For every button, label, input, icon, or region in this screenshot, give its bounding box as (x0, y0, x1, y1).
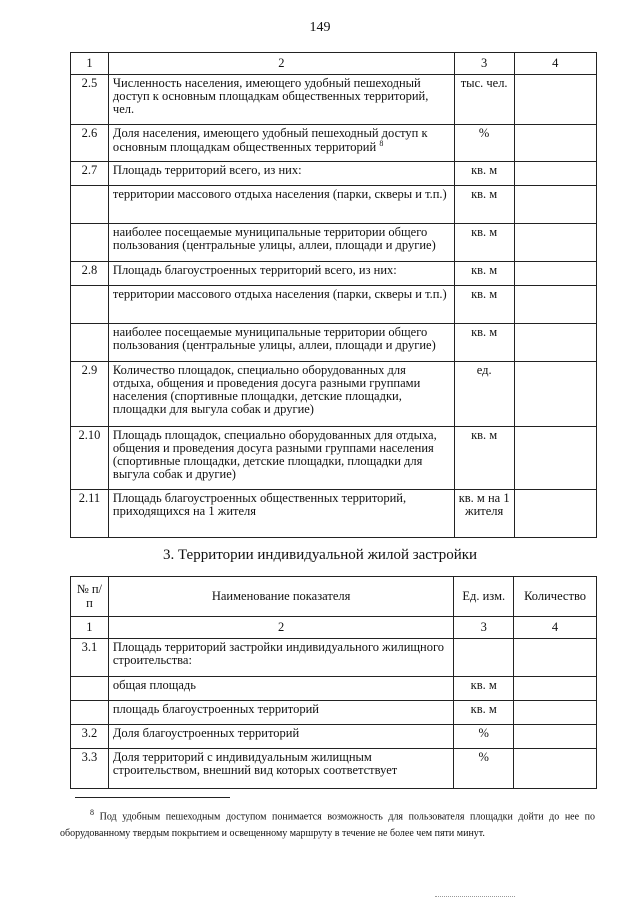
value-cell (514, 725, 597, 749)
value-cell (514, 286, 596, 324)
indicator-name (108, 725, 454, 749)
value-cell (514, 224, 596, 262)
indicator-text: Площадь территорий застройки индивидуального жилищного строительства: (112, 640, 445, 668)
indicator-text: Доля территорий с индивидуальным жилищным строительством, внешний вид которых соответствует (112, 750, 398, 778)
table-row (71, 639, 597, 677)
indicator-name (108, 262, 454, 286)
row-number (71, 701, 109, 725)
value-cell (514, 677, 597, 701)
unit-of-measure: кв. м (454, 427, 514, 490)
value-cell (514, 125, 596, 162)
footnote-ref: 8 (379, 139, 384, 149)
table-row (71, 75, 597, 125)
header-name: Наименование показателя (108, 577, 454, 617)
indicator-name (108, 677, 454, 701)
header-quantity: Количество (514, 577, 597, 617)
indicator-text: общая площадь (112, 678, 196, 692)
unit-of-measure: кв. м (454, 162, 514, 186)
indicator-text: Площадь площадок, специально оборудованных для отдыха, общения и проведения досуга разными группами населения (спортивные площадки, детские площадки, площадки для выгула собак и другие) (112, 428, 437, 482)
indicator-name (108, 639, 454, 677)
unit-of-measure: ед. (454, 362, 514, 427)
unit-of-measure: кв. м (454, 224, 514, 262)
row-number (71, 186, 109, 224)
value-cell (514, 75, 596, 125)
table-row (71, 186, 597, 224)
row-number: 2.8 (71, 262, 109, 286)
row-number (71, 224, 109, 262)
indicator-name (108, 701, 454, 725)
unit-of-measure: кв. м (454, 186, 514, 224)
row-number: 2.6 (71, 125, 109, 162)
table-row (71, 490, 597, 538)
row-number: 2.10 (71, 427, 109, 490)
section-3-title: 3. Территории индивидуальной жилой застройки (162, 547, 478, 563)
table-row (71, 725, 597, 749)
table-row (71, 224, 597, 262)
table-row (71, 362, 597, 427)
row-number: 2.5 (71, 75, 109, 125)
value-cell (514, 490, 596, 538)
table-row (71, 162, 597, 186)
row-number: 3.1 (71, 639, 109, 677)
row-number (71, 677, 109, 701)
indicator-name (108, 427, 454, 490)
indicator-name (108, 75, 454, 125)
unit-of-measure: кв. м (454, 262, 514, 286)
indicator-text: Количество площадок, специально оборудованных для отдыха, общения и проведения досуга разными группами населения (спортивные площадки, детские площадки, площадки для выгула собак и другие) (112, 363, 421, 417)
unit-of-measure (454, 639, 514, 677)
table-row (71, 125, 597, 162)
row-number (71, 286, 109, 324)
row-number: 2.7 (71, 162, 109, 186)
unit-of-measure: тыс. чел. (454, 75, 514, 125)
indicator-text: наиболее посещаемые муниципальные территории общего пользования (центральные улицы, аллеи, площади и другие) (112, 225, 436, 253)
unit-of-measure: % (454, 749, 514, 789)
indicator-text: Численность населения, имеющего удобный пешеходный доступ к основным площадкам общественных территорий, чел. (112, 76, 429, 117)
column-number: 3 (454, 617, 514, 639)
row-number: 2.11 (71, 490, 109, 538)
indicator-name (108, 362, 454, 427)
value-cell (514, 186, 596, 224)
footnote (60, 806, 595, 842)
column-numbers-row (71, 53, 597, 75)
indicator-text: Площадь благоустроенных общественных территорий, приходящихся на 1 жителя (112, 491, 407, 519)
column-number: 1 (71, 617, 109, 639)
indicators-table-3 (70, 576, 597, 789)
unit-of-measure: % (454, 725, 514, 749)
indicators-table-2 (70, 52, 597, 538)
footnote-text: Под удобным пешеходным доступом понимается возможность для пользователя площадки дойти до нее по оборудованному твердым покрытием и освещенному маршруту в течение не более чем пяти минут. (60, 811, 596, 840)
indicator-name (108, 186, 454, 224)
indicator-text: Площадь территорий всего, из них: (112, 163, 302, 177)
value-cell (514, 639, 597, 677)
column-number: 4 (514, 617, 597, 639)
indicator-name (108, 125, 454, 162)
indicator-text: наиболее посещаемые муниципальные территории общего пользования (центральные улицы, аллеи, площади и другие) (112, 325, 436, 353)
footnote-rule (75, 797, 230, 798)
indicator-text: Доля благоустроенных территорий (112, 726, 300, 740)
table-row (71, 749, 597, 789)
scan-mark (435, 896, 515, 897)
value-cell (514, 427, 596, 490)
table-row (71, 262, 597, 286)
indicator-name (108, 224, 454, 262)
header-num: № п/п (71, 577, 109, 617)
table-header-row (71, 577, 597, 617)
indicator-text: территории массового отдыха населения (парки, скверы и т.п.) (112, 287, 447, 301)
table-row (71, 427, 597, 490)
table-row (71, 701, 597, 725)
unit-of-measure: кв. м (454, 701, 514, 725)
footnote-mark: 8 (90, 808, 94, 817)
value-cell (514, 362, 596, 427)
row-number (71, 324, 109, 362)
indicator-name (108, 162, 454, 186)
value-cell (514, 262, 596, 286)
unit-of-measure: % (454, 125, 514, 162)
column-number: 2 (108, 53, 454, 75)
value-cell (514, 162, 596, 186)
indicator-text: Площадь благоустроенных территорий всего, из них: (112, 263, 397, 277)
table-row (71, 677, 597, 701)
value-cell (514, 749, 597, 789)
table-row (71, 286, 597, 324)
indicator-text: Доля населения, имеющего удобный пешеходный доступ к основным площадкам общественных территорий (112, 126, 428, 155)
column-numbers-row (71, 617, 597, 639)
row-number: 2.9 (71, 362, 109, 427)
unit-of-measure: кв. м на 1 жителя (454, 490, 514, 538)
unit-of-measure: кв. м (454, 324, 514, 362)
unit-of-measure: кв. м (454, 286, 514, 324)
page-number: 149 (309, 20, 331, 35)
value-cell (514, 701, 597, 725)
indicator-name (108, 286, 454, 324)
indicator-name (108, 324, 454, 362)
column-number: 2 (108, 617, 454, 639)
column-number: 3 (454, 53, 514, 75)
row-number: 3.2 (71, 725, 109, 749)
indicator-text: площадь благоустроенных территорий (112, 702, 319, 716)
unit-of-measure: кв. м (454, 677, 514, 701)
indicator-name (108, 490, 454, 538)
value-cell (514, 324, 596, 362)
indicator-text: территории массового отдыха населения (парки, скверы и т.п.) (112, 187, 447, 201)
indicator-name (108, 749, 454, 789)
header-unit: Ед. изм. (454, 577, 514, 617)
row-number: 3.3 (71, 749, 109, 789)
table-row (71, 324, 597, 362)
column-number: 1 (71, 53, 109, 75)
column-number: 4 (514, 53, 596, 75)
